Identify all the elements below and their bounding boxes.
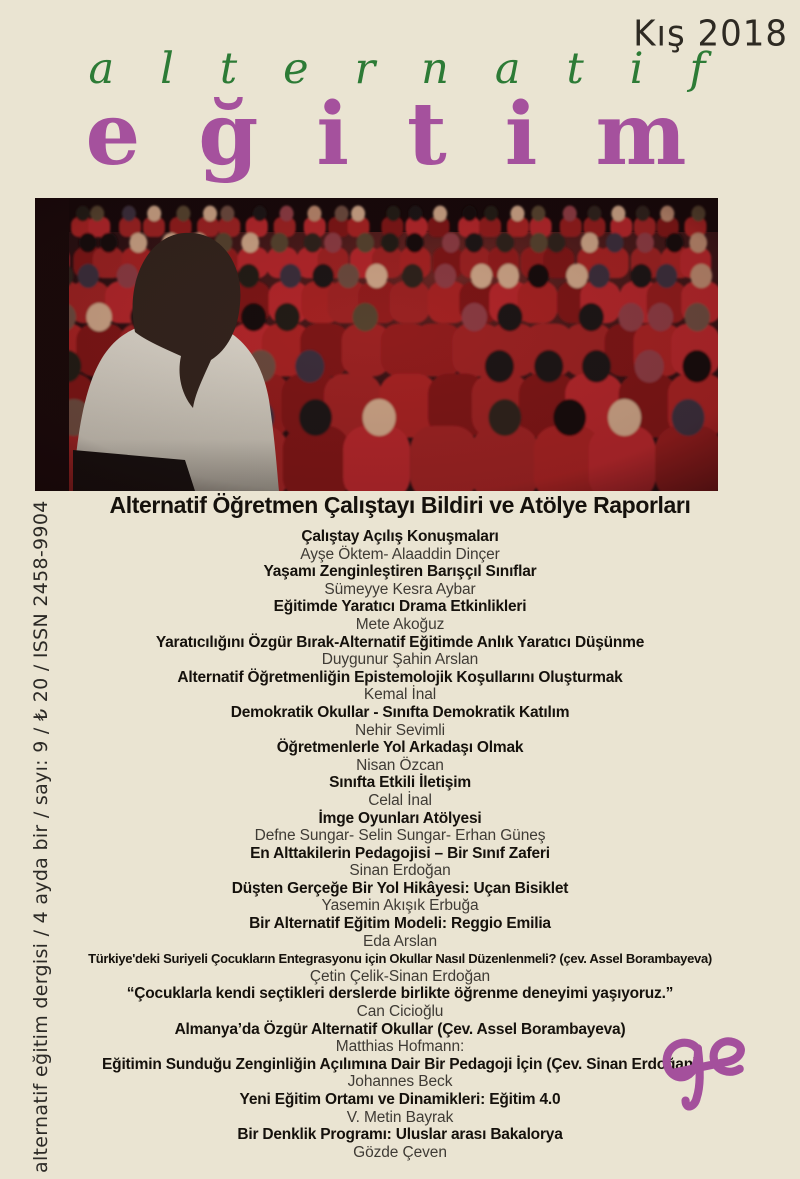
- photo-vignette: [35, 198, 718, 491]
- toc-item-title: En Alttakilerin Pedagojisi – Bir Sınıf Zaferi: [250, 844, 550, 862]
- toc-item-title: Demokratik Okullar - Sınıfta Demokratik Katılım: [230, 703, 570, 721]
- toc-item-author: Kemal İnal: [363, 686, 437, 704]
- toc-item-title: Eğitimin Sunduğu Zenginliğin Açılımına Dair Bir Pedagoji İçin (Çev. Sinan Erdoğan): [102, 1055, 698, 1073]
- toc-item-author: Sümeyye Kesra Aybar: [324, 580, 476, 598]
- contents-list: [35, 528, 765, 1161]
- toc-item-author: Johannes Beck: [347, 1073, 453, 1091]
- toc-item-title: Çalıştay Açılış Konuşmaları: [301, 528, 499, 545]
- toc-item-author: V. Metin Bayrak: [346, 1108, 454, 1126]
- toc-item-title: Yeni Eğitim Ortamı ve Dinamikleri: Eğitim 4.0: [239, 1091, 561, 1108]
- toc-item-title: Yaşamı Zenginleştiren Barışçıl Sınıflar: [263, 563, 537, 581]
- toc-item-title: Yaratıcılığını Özgür Bırak-Alternatif Eğitimde Anlık Yaratıcı Düşünme: [155, 633, 645, 651]
- toc-item-author: Celal İnal: [368, 791, 432, 809]
- toc-item-title: Eğitimde Yaratıcı Drama Etkinlikleri: [273, 598, 527, 616]
- toc-item-author: Ayşe Öktem- Alaaddin Dinçer: [300, 545, 500, 563]
- toc-item-author: Çetin Çelik-Sinan Erdoğan: [309, 967, 491, 985]
- toc-item-title: Bir Alternatif Eğitim Modeli: Reggio Emilia: [249, 915, 551, 933]
- spine-info-text: alternatif eğitim dergisi / 4 ayda bir / sayı: 9 / ₺ 20 / ISSN 2458-9904: [30, 500, 52, 1173]
- issue-season-label: Kış 2018: [633, 13, 788, 55]
- toc-item-author: Gözde Çeven: [353, 1143, 447, 1161]
- toc-item-author: Yasemin Akışık Erbuğa: [321, 897, 479, 915]
- ae-logo-icon: [660, 1034, 752, 1118]
- toc-item-author: Sinan Erdoğan: [349, 862, 451, 880]
- cover-photo: [35, 198, 718, 491]
- toc-item-author: Can Cicioğlu: [356, 1003, 444, 1021]
- toc-item-title: Bir Denklik Programı: Uluslar arası Bakalorya: [237, 1126, 563, 1144]
- toc-item-author: Nisan Özcan: [356, 756, 444, 774]
- toc-item-author: Eda Arslan: [363, 932, 437, 950]
- toc-item-author: Defne Sungar- Selin Sungar- Erhan Güneş: [254, 827, 546, 845]
- cover-photo-art: [35, 198, 718, 491]
- toc-item-author: Duygunur Şahin Arslan: [321, 651, 479, 669]
- toc-item-title: İmge Oyunları Atölyesi: [318, 809, 482, 827]
- toc-item-author: Matthias Hofmann:: [335, 1038, 465, 1056]
- toc-item-title: Almanya’da Özgür Alternatif Okullar (Çev. Assel Borambayeva): [174, 1020, 626, 1038]
- toc-item-author: Mete Akoğuz: [355, 615, 445, 633]
- masthead-script-word: alternatif: [88, 44, 752, 94]
- contents-heading: Alternatif Öğretmen Çalıştayı Bildiri ve Atölye Raporları: [109, 492, 691, 518]
- toc-item-title: Öğretmenlerle Yol Arkadaşı Olmak: [276, 739, 524, 757]
- masthead-main-word: eğitim: [85, 84, 745, 185]
- toc-item-title: Sınıfta Etkili İletişim: [329, 774, 471, 792]
- toc-item-author: Nehir Sevimli: [355, 721, 445, 739]
- toc-item-title: Türkiye'deki Suriyeli Çocukların Entegrasyonu için Okullar Nasıl Düzenlenmeli? (çev. Assel Borambayeva): [88, 951, 712, 967]
- toc-item-title: “Çocuklarla kendi seçtikleri derslerde birlikte öğrenme deneyimi yaşıyoruz.”: [126, 985, 674, 1003]
- toc-item-title: Düşten Gerçeğe Bir Yol Hikâyesi: Uçan Bisiklet: [231, 879, 569, 897]
- toc-item-title: Alternatif Öğretmenliğin Epistemolojik Koşullarını Oluşturmak: [177, 668, 623, 686]
